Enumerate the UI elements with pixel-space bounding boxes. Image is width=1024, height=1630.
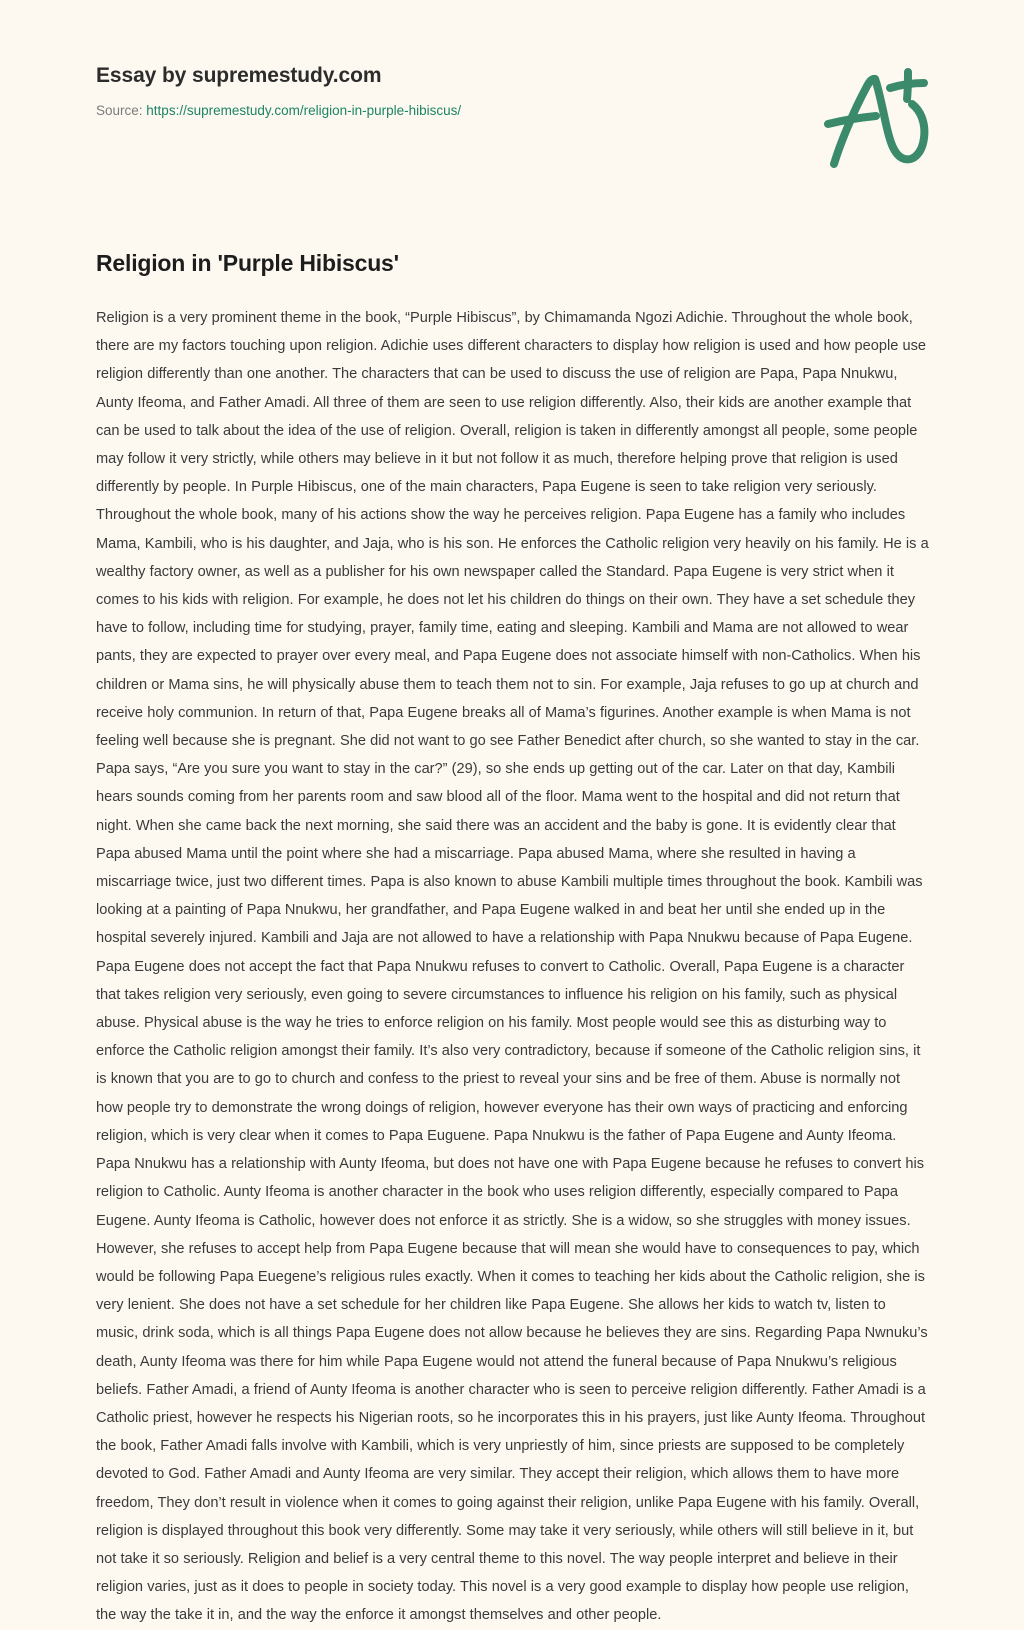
article	[96, 248, 930, 1630]
source-line	[96, 102, 928, 120]
article-body-text: Religion is a very prominent theme in the book, “Purple Hibiscus”, by Chimamanda Ngozi Adichie. Throughout the whole book, there are my factors touching upon religion. Adichie uses different characters to display how religion is used and how people use religion differently than one another. The characters that can be used to discuss the use of religion are Papa, Papa Nnukwu, Aunty Ifeoma, and Father Amadi. All three of them are seen to use religion differently. Also, their kids are another example that can be used to talk about the idea of the use of religion. Overall, religion is taken in differently amongst all people, some people may follow it very strictly, while others may believe in it but not follow it as much, therefore helping prove that religion is used differently by people. In Purple Hibiscus, one of the main characters, Papa Eugene is seen to take religion very seriously. Throughout the whole book, many of his actions show the way he perceives religion. Papa Eugene has a family who includes Mama, Kambili, who is his daughter, and Jaja, who is his son. He enforces the Catholic religion very heavily on his family. He is a wealthy factory owner, as well as a publisher for his own newspaper called the Standard. Papa Eugene is very strict when it comes to his kids with religion. For example, he does not let his children do things on their own. They have a set schedule they have to follow, including time for studying, prayer, family time, eating and sleeping. Kambili and Mama are not allowed to wear pants, they are expected to prayer over every meal, and Papa Eugene does not associate himself with non-Catholics. When his children or Mama sins, he will physically abuse them to teach them not to sin. For example, Jaja refuses to go up at church and receive holy communion. In return of that, Papa Eugene breaks all of Mama’s figurines. Another example is when Mama is not feeling well because she is pregnant. She did not want to go see Father Benedict after church, so she wanted to stay in the car. Papa says, “Are you sure you want to stay in the car?” (29), so she ends up getting out of the car. Later on that day, Kambili hears sounds coming from her parents room and saw blood all of the floor. Mama went to the hospital and did not return that night. When she came back the next morning, she said there was an accident and the baby is gone. It is evidently clear that Papa abused Mama until the point where she had a miscarriage. Papa abused Mama, where she resulted in having a miscarriage twice, just two different times. Papa is also known to abuse Kambili multiple times throughout the book. Kambili was looking at a painting of Papa Nnukwu, her grandfather, and Papa Eugene walked in and beat her until she ended up in the hospital severely injured. Kambili and Jaja are not allowed to have a relationship with Papa Nnukwu because of Papa Eugene. Papa Eugene does not accept the fact that Papa Nnukwu refuses to convert to Catholic. Overall, Papa Eugene is a character that takes religion very seriously, even going to severe circumstances to influence his religion on his family, such as physical abuse. Physical abuse is the way he tries to enforce religion on his family. Most people would see this as disturbing way to enforce the Catholic religion amongst their family. It’s also very contradictory, because if someone of the Catholic religion sins, it is known that you are to go to church and confess to the priest to reveal your sins and be free of them. Abuse is normally not how people try to demonstrate the wrong doings of religion, however everyone has their own ways of practicing and enforcing religion, which is very clear when it comes to Papa Euguene. Papa Nnukwu is the father of Papa Eugene and Aunty Ifeoma. Papa Nnukwu has a relationship with Aunty Ifeoma, but does not have one with Papa Eugene because he refuses to convert his religion to Catholic. Aunty Ifeoma is another character in the book who uses religion differently, especially compared to Papa Eugene. Aunty Ifeoma is Catholic, however does not enforce it as strictly. She is a widow, so she struggles with money issues. However, she refuses to accept help from Papa Eugene because that will mean she would have to consequences to pay, which would be following Papa Euegene’s religious rules exactly. When it comes to teaching her kids about the Catholic religion, she is very lenient. She does not have a set schedule for her children like Papa Eugene. She allows her kids to watch tv, listen to music, drink soda, which is all things Papa Eugene does not allow because he believes they are sins. Regarding Papa Nwnuku’s death, Aunty Ifeoma was there for him while Papa Eugene would not attend the funeral because of Papa Nnukwu’s religious beliefs. Father Amadi, a friend of Aunty Ifeoma is another character who is seen to perceive religion differently. Father Amadi is a Catholic priest, however he respects his Nigerian roots, so he incorporates this in his prayers, just like Aunty Ifeoma. Throughout the book, Father Amadi falls involve with Kambili, which is very unpriestly of him, since priests are supposed to be completely devoted to God. Father Amadi and Aunty Ifeoma are very similar. They accept their religion, which allows them to have more freedom, They don’t result in violence when it comes to going against their religion, unlike Papa Eugene with his family. Overall, religion is displayed throughout this book very differently. Some may take it very seriously, while others will still believe in it, but not take it so seriously. Religion and belief is a very central theme to this novel. The way people interpret and believe in their religion varies, just as it does to people in society today. This novel is a very good example to display how people use religion, the way the take it in, and the way the enforce it amongst themselves and other people.	[96, 310, 929, 1624]
source-url-link[interactable]: https://supremestudy.com/religion-in-purple-hibiscus/	[146, 103, 462, 118]
source-label: Source:	[96, 103, 143, 118]
page-title: Religion in 'Purple Hibiscus'	[96, 250, 399, 276]
page-header	[96, 62, 928, 120]
a-plus-logo-icon	[812, 66, 940, 174]
brand-title: Essay by supremestudy.com	[96, 64, 382, 87]
